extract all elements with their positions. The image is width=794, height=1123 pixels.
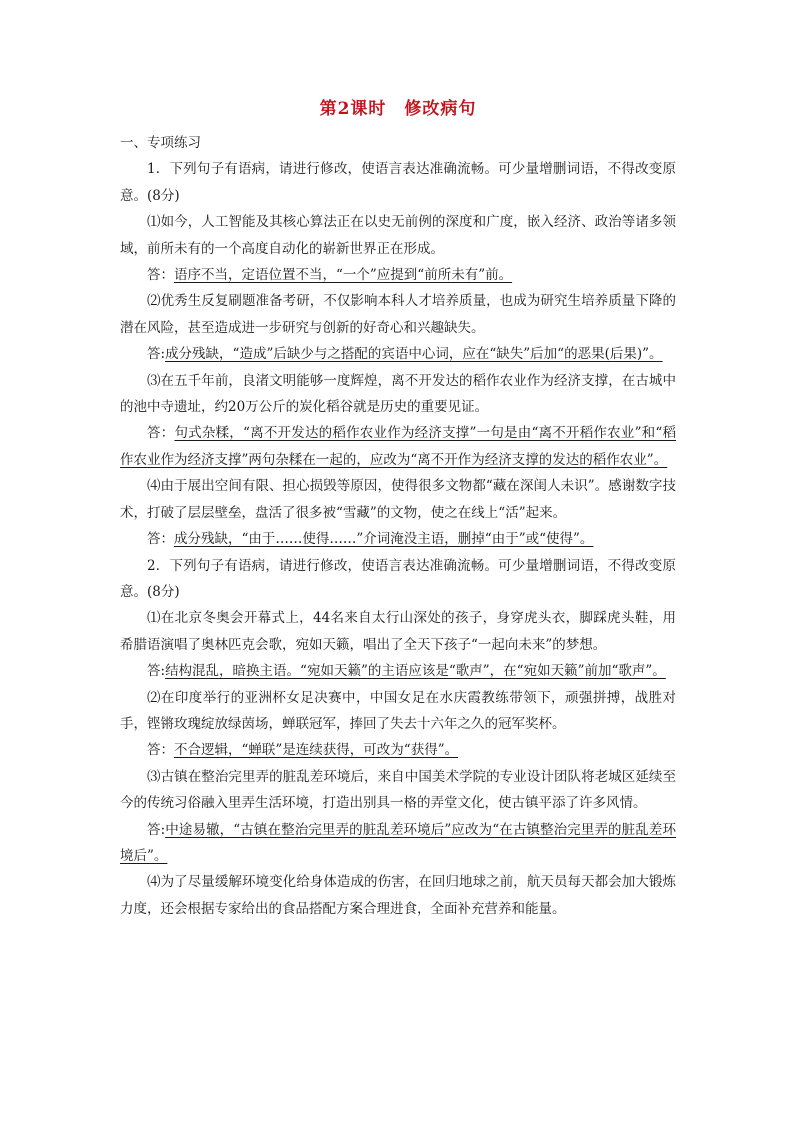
answer-label: 答：	[147, 425, 175, 442]
lesson-number: 第2课时	[319, 99, 387, 119]
q1-answer-2	[120, 341, 676, 367]
answer-label: 答:	[147, 821, 166, 838]
q2-answer-1	[120, 658, 676, 684]
answer-text: 结构混乱，暗换主语。“宛如天籁”的主语应该是“歌声”，在“宛如天籁”前加“歌声”。	[165, 663, 666, 680]
answer-text: 不合逻辑，“蝉联”是连续获得，可改为“获得”。	[174, 742, 459, 759]
q1-item-3: ⑶在五千年前，良渚文明能够一度辉煌，离不开发达的稻作农业作为经济支撑，在古城中的池中寺遗址，约20万公斤的炭化稻谷就是历史的重要见证。	[120, 372, 676, 416]
q1-answer-1	[120, 262, 676, 288]
answer-label: 答:	[147, 346, 166, 363]
answer-text: 成分残缺，“由于……使得……”介词淹没主语，删掉“由于”或“使得”。	[174, 531, 594, 548]
answer-text: 句式杂糅，“离不开发达的稻作农业作为经济支撑”一句是由“离不开稻作农业”和“稻作农业作为经济支撑”两句杂糅在一起的，应改为“离不开作为经济支撑的发达的稻作农业”。	[120, 425, 677, 468]
lesson-topic: 修改病句	[404, 99, 477, 119]
q1-answer-3	[120, 420, 676, 473]
answer-text: 语序不当，定语位置不当，“一个”应提到“前所未有”前。	[174, 267, 513, 284]
document-page	[120, 96, 676, 922]
page-title	[120, 96, 676, 122]
answer-text: 成分残缺，“造成”后缺少与之搭配的宾语中心词，应在“缺失”后加“的恶果(后果)”。	[165, 346, 663, 363]
q1-item-4: ⑷由于展出空间有限、担心损毁等原因，使得很多文物都“藏在深闺人未识”。感谢数字技术，打破了层层壁垒，盘活了很多被“雪藏”的文物，使之在线上“活”起来。	[120, 478, 676, 521]
answer-label: 答:	[147, 663, 166, 680]
answer-text: 中途易辙，“古镇在整治完里弄的脏乱差环境后”应改为“在古镇整治完里弄的脏乱差环境后”。	[120, 821, 676, 864]
q2-item-4: ⑷为了尽量缓解环境变化给身体造成的伤害，在回归地球之前，航天员每天都会加大锻炼力度，还会根据专家给出的食品搭配方案合理进食，全面补充营养和能量。	[120, 874, 676, 917]
answer-label: 答：	[147, 267, 174, 284]
q1-answer-4	[120, 526, 676, 552]
q2-answer-2	[120, 737, 676, 763]
question-2-prompt: 2．下列句子有语病，请进行修改，使语言表达准确流畅。可少量增删词语，不得改变原意。(8分)	[120, 557, 676, 600]
q1-item-2: ⑵优秀生反复刷题准备考研，不仅影响本科人才培养质量，也成为研究生培养质量下降的潜在风险，甚至造成进一步研究与创新的好奇心和兴趣缺失。	[120, 293, 676, 336]
q2-item-3: ⑶古镇在整治完里弄的脏乱差环境后，来自中国美术学院的专业设计团队将老城区延续至今的传统习俗融入里弄生活环境，打造出别具一格的弄堂文化，使古镇平添了许多风情。	[120, 768, 676, 812]
q2-item-1: ⑴在北京冬奥会开幕式上，44名来自太行山深处的孩子，身穿虎头衣，脚踩虎头鞋，用希腊语演唱了奥林匹克会歌，宛如天籁，唱出了全天下孩子“一起向未来”的梦想。	[120, 610, 676, 653]
q1-item-1: ⑴如今，人工智能及其核心算法正在以史无前例的深度和广度，嵌入经济、政治等诸多领域，前所未有的一个高度自动化的崭新世界正在形成。	[120, 214, 676, 257]
q2-answer-3	[120, 817, 676, 870]
section-heading: 一、专项练习	[120, 135, 201, 151]
answer-label: 答：	[147, 531, 174, 548]
answer-label: 答：	[147, 742, 174, 759]
q2-item-2: ⑵在印度举行的亚洲杯女足决赛中，中国女足在水庆霞教练带领下，顽强拼搏，战胜对手，铿锵玫瑰绽放绿茵场，蝉联冠军，捧回了失去十六年之久的冠军奖杯。	[120, 689, 676, 732]
question-1-prompt: 1．下列句子有语病，请进行修改，使语言表达准确流畅。可少量增删词语，不得改变原意。(8分)	[120, 161, 676, 204]
